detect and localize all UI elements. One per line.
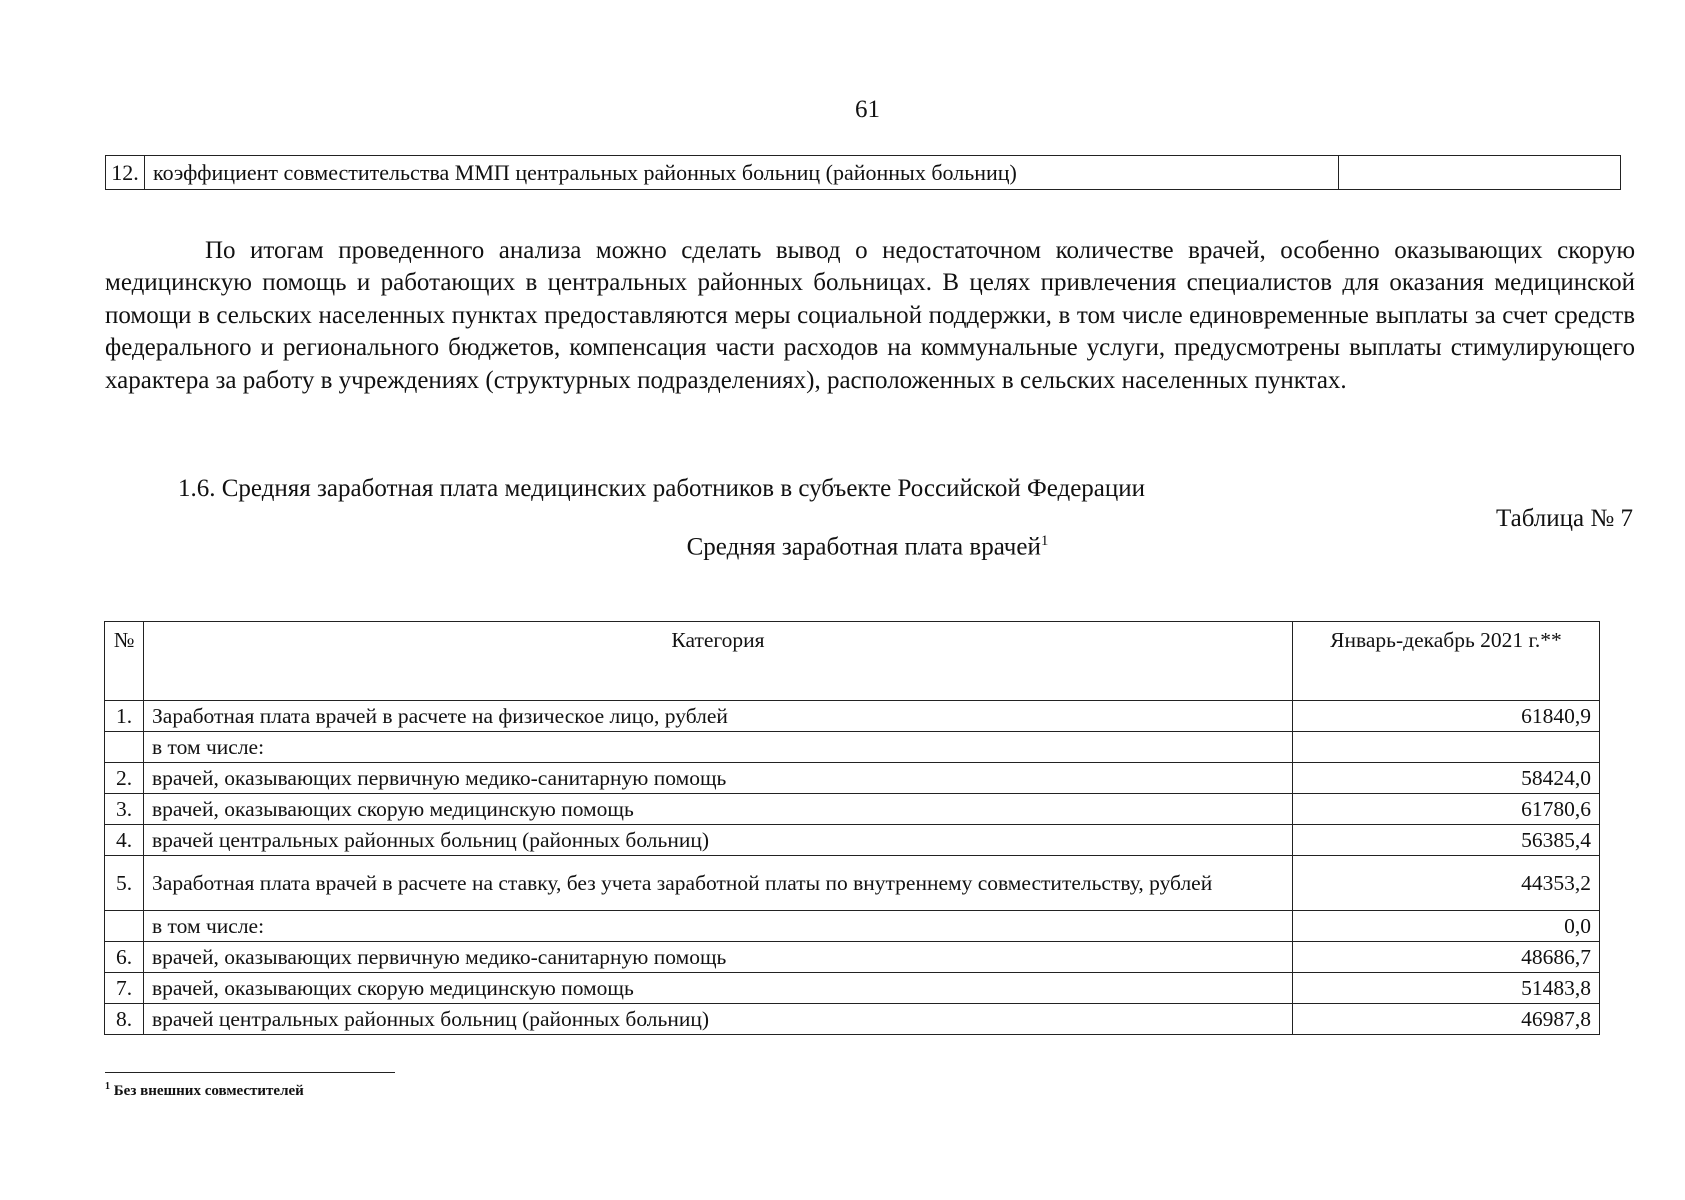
row-number: 3. [105, 794, 144, 825]
row-category: врачей центральных районных больниц (районных больниц) [144, 825, 1293, 856]
footnote [105, 1081, 304, 1100]
footnote-mark: 1 [105, 1081, 110, 1092]
table-header-row [105, 622, 1600, 701]
table-title-text: Средняя заработная плата врачей [686, 533, 1041, 561]
footnote-text: Без внешних совместителей [113, 1083, 304, 1099]
header-value: Январь-декабрь 2021 г.** [1293, 622, 1600, 701]
row-value: 56385,4 [1293, 825, 1600, 856]
section-heading: 1.6. Средняя заработная плата медицинских работников в субъекте Российской Федерации [178, 475, 1146, 502]
table-row [105, 701, 1600, 732]
row-category: врачей, оказывающих первичную медико-санитарную помощь [144, 763, 1293, 794]
row-number: 4. [105, 825, 144, 856]
row-number [105, 911, 144, 942]
header-num: № [105, 622, 144, 701]
table-caption: Таблица № 7 [1495, 505, 1633, 532]
row-value: 0,0 [1293, 911, 1600, 942]
header-category: Категория [144, 622, 1293, 701]
row-category: врачей, оказывающих первичную медико-санитарную помощь [144, 942, 1293, 973]
row-number: 2. [105, 763, 144, 794]
row-category: врачей центральных районных больниц (районных больниц) [144, 1004, 1293, 1035]
table-row [106, 156, 1621, 190]
row-category: Заработная плата врачей в расчете на физическое лицо, рублей [144, 701, 1293, 732]
salary-table [104, 621, 1600, 1035]
row-category: в том числе: [144, 732, 1293, 763]
row-value [1293, 732, 1600, 763]
row-value: 51483,8 [1293, 973, 1600, 1004]
table-row [105, 942, 1600, 973]
row-value: 48686,7 [1293, 942, 1600, 973]
row-value: 61840,9 [1293, 701, 1600, 732]
row-number: 5. [105, 856, 144, 911]
row-value [1339, 156, 1621, 190]
table-row [105, 1004, 1600, 1035]
footnote-divider [105, 1072, 395, 1073]
table-title [0, 533, 1685, 561]
row-number: 8. [105, 1004, 144, 1035]
body-paragraph: По итогам проведенного анализа можно сделать вывод о недостаточном количестве врачей, особенно оказывающих скорую медицинскую помощь и работающих в центральных районных больницах. В целях привлечения специалистов для оказания медицинской помощи в сельских населенных пунктах предоставляются меры социальной поддержки, в том числе единовременные выплаты за счет средств федерального и регионального бюджетов, компенсация части расходов на коммунальные услуги, предусмотрены выплаты стимулирующего характера за работу в учреждениях (структурных подразделениях), расположенных в сельских населенных пунктах. [105, 237, 1635, 394]
row-value: 58424,0 [1293, 763, 1600, 794]
table-row [105, 794, 1600, 825]
table-row [105, 856, 1600, 911]
continuation-table [105, 155, 1621, 190]
row-number [105, 732, 144, 763]
table-row [105, 911, 1600, 942]
table-row [105, 825, 1600, 856]
row-number: 7. [105, 973, 144, 1004]
table-row [105, 763, 1600, 794]
page-number: 61 [855, 96, 880, 123]
row-value: 44353,2 [1293, 856, 1600, 911]
table-row [105, 732, 1600, 763]
table-row [105, 973, 1600, 1004]
row-category: в том числе: [144, 911, 1293, 942]
row-category: коэффициент совместительства ММП центральных районных больниц (районных больниц) [145, 156, 1339, 190]
row-category: Заработная плата врачей в расчете на ставку, без учета заработной платы по внутреннему совместительству, рублей [144, 856, 1293, 911]
row-number: 6. [105, 942, 144, 973]
row-number: 1. [105, 701, 144, 732]
footnote-mark: 1 [1040, 533, 1049, 549]
row-category: врачей, оказывающих скорую медицинскую помощь [144, 794, 1293, 825]
row-category: врачей, оказывающих скорую медицинскую помощь [144, 973, 1293, 1004]
row-value: 61780,6 [1293, 794, 1600, 825]
row-value: 46987,8 [1293, 1004, 1600, 1035]
row-number: 12. [106, 156, 145, 190]
